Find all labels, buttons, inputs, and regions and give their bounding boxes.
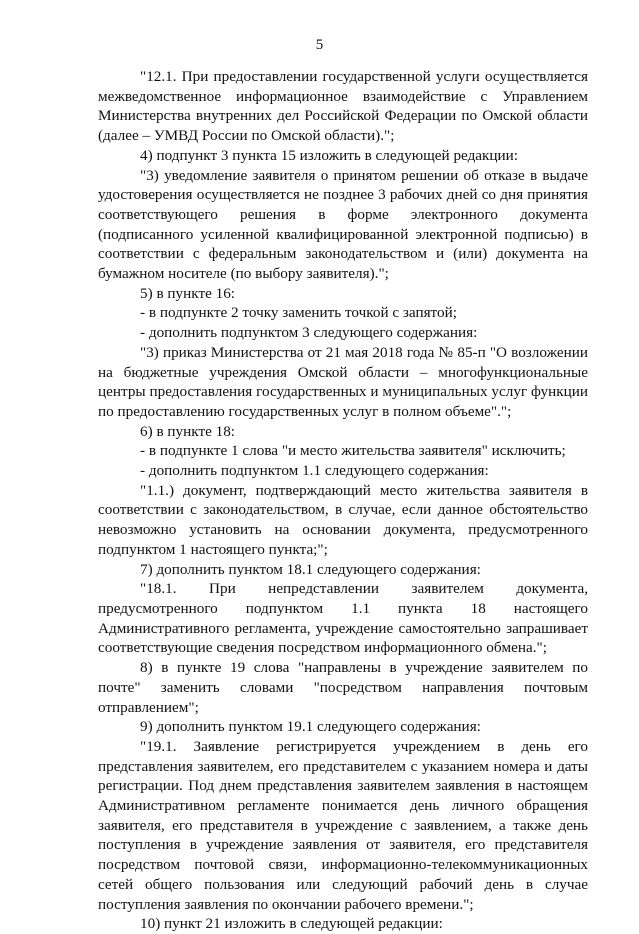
page-number: 5 (315, 37, 324, 53)
paragraph-item-7: 7) дополнить пунктом 18.1 следующего содержания: (140, 560, 481, 578)
paragraph-item-5-dash-2: - дополнить подпунктом 3 следующего содержания: (140, 324, 478, 342)
paragraph-item-10: 10) пункт 21 изложить в следующей редакции: (140, 915, 443, 933)
paragraph-18-1: "18.1. При непредставлении заявителем документа, предусмотренного подпунктом 1.1 пункта 18 настоящего Административного регламента, учреждение самостоятельно запрашивает соответствующие сведения посредством информационного обмена."; (98, 580, 588, 657)
paragraph-item-5: 5) в пункте 16: (140, 284, 236, 302)
paragraph-item-8: 8) в пункте 19 слова "направлены в учреждение заявителем по почте" заменить словами "посредством направления почтовым отправлением"; (98, 659, 588, 716)
paragraph-item-4: 4) подпункт 3 пункта 15 изложить в следующей редакции: (140, 146, 519, 164)
paragraph-subitem-3-notice: "3) уведомление заявителя о принятом решении об отказе в выдаче удостоверения осуществляется не позднее 3 рабочих дней со дня принятия соответствующего решения в форме электронного документа (подписанного усиленной квалифицированной электронной подписью) в соответствии с федеральным законодательством и (или) документа на бумажном носителе (по выбору заявителя)."; (98, 166, 588, 283)
paragraph-item-6-dash-1: - в подпункте 1 слова "и место жительства заявителя" исключить; (140, 442, 566, 460)
paragraph-19-1: "19.1. Заявление регистрируется учреждением в день его представления заявителем, его представителем с указанием номера и даты регистрации. Под днем представления заявителем заявления в настоящем Административном регламенте понимается день личного обращения заявителя, его представителя в учреждение с заявлением, а также день поступления в учреждение заявления от заявителя, его представителя посредством почтовой связи, информационно-телекоммуникационных сетей общего пользования или следующий рабочий день в случае поступления заявления по окончании рабочего времени."; (98, 737, 588, 913)
paragraph-item-5-dash-1: - в подпункте 2 точку заменить точкой с запятой; (140, 304, 457, 322)
paragraph-item-6-dash-2: - дополнить подпунктом 1.1 следующего содержания: (140, 462, 489, 480)
paragraph-subitem-3-order: "3) приказ Министерства от 21 мая 2018 года № 85-п "О возложении на бюджетные учреждения Омской области – многофункциональные центры предоставления государственных и муниципальных услуг функции по предоставлению государственных услуг в полном объеме"."; (98, 343, 588, 420)
document-body (98, 67, 588, 934)
paragraph-item-9: 9) дополнить пунктом 19.1 следующего содержания: (140, 718, 481, 736)
paragraph-12-1: "12.1. При предоставлении государственной услуги осуществляется межведомственное информационное взаимодействие с Управлением Министерства внутренних дел Российской Федерации по Омской области (далее – УМВД России по Омской области)."; (98, 68, 588, 145)
paragraph-subitem-1-1: "1.1.) документ, подтверждающий место жительства заявителя в соответствии с законодательством, в случае, если данное обстоятельство невозможно установить на основании документа, предусмотренного подпунктом 1 настоящего пункта;"; (98, 481, 588, 558)
paragraph-item-6: 6) в пункте 18: (140, 422, 236, 440)
